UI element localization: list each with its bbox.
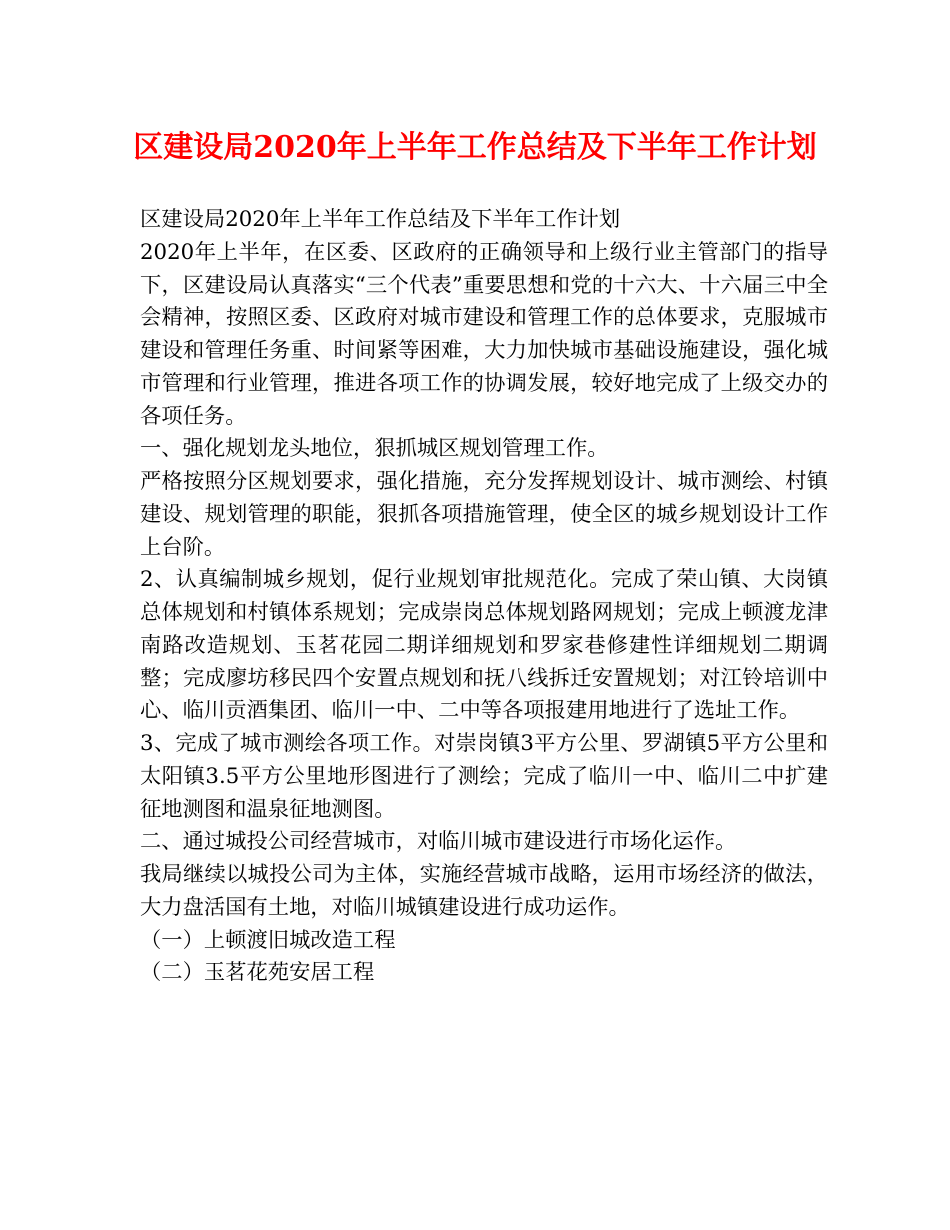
section-heading-investment: 二、通过城投公司经营城市，对临川城市建设进行市场化运作。 (140, 829, 737, 855)
paragraph-item-2: 2、认真编制城乡规划，促行业规划审批规范化。完成了荣山镇、大岗镇总体规划和村镇体系规划；完成崇岗总体规划路网规划；完成上顿渡龙津南路改造规划、玉茗花园二期详细规划和罗家巷修建性详细规划二期调整；完成廖坊移民四个安置点规划和抚八线拆迁安置规划；对江铃培训中心、临川贡酒集团、临川一中、二中等各项报建用地进行了选址工作。 (140, 567, 828, 724)
subsection-heading-2: （二）玉茗花苑安居工程 (140, 960, 375, 986)
paragraph-heading-repeat: 区建设局2020年上半年工作总结及下半年工作计划 (140, 207, 621, 232)
paragraph-item-3: 3、完成了城市测绘各项工作。对崇岗镇3平方公里、罗湖镇5平方公里和太阳镇3.5平方公里地形图进行了测绘；完成了临川一中、临川二中扩建征地测图和温泉征地测图。 (140, 731, 828, 822)
paragraph-intro: 2020年上半年，在区委、区政府的正确领导和上级行业主管部门的指导下，区建设局认真落实“三个代表”重要思想和党的十六大、十六届三中全会精神，按照区委、区政府对城市建设和管理工作的总体要求，克服城市建设和管理任务重、时间紧等困难，大力加快城市基础设施建设，强化城市管理和行业管理，推进各项工作的协调发展，较好地完成了上级交办的各项任务。 (140, 239, 828, 429)
document-body (140, 204, 828, 990)
subsection-heading-1: （一）上顿渡旧城改造工程 (140, 927, 396, 953)
document-title: 区建设局2020年上半年工作总结及下半年工作计划 (133, 130, 817, 165)
paragraph-investment: 我局继续以城投公司为主体，实施经营城市战略，运用市场经济的做法，大力盘活国有土地，对临川城镇建设进行成功运作。 (140, 862, 828, 920)
paragraph-planning: 严格按照分区规划要求，强化措施，充分发挥规划设计、城市测绘、村镇建设、规划管理的职能，狠抓各项措施管理，使全区的城乡规划设计工作上台阶。 (140, 469, 828, 560)
section-heading-planning: 一、强化规划龙头地位，狠抓城区规划管理工作。 (140, 436, 609, 462)
